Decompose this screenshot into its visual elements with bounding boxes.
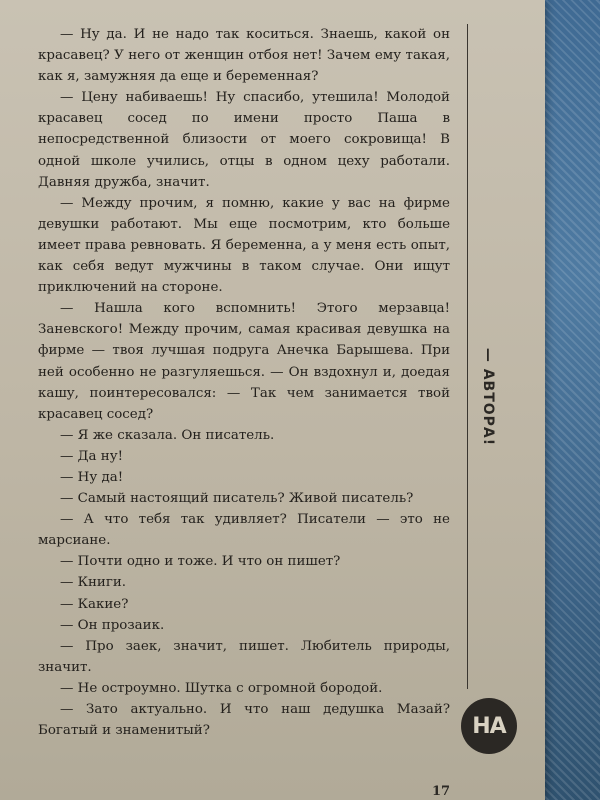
paragraph: — Зато актуально. И что наш дедушка Мазай? Богатый и знаменитый? [38,702,450,739]
margin-rule [467,24,468,689]
paragraph: — Книги. [60,575,127,591]
publisher-logo [461,698,517,754]
paragraph: — А что тебя так удивляет? Писатели — это не марсиане. [38,512,450,549]
paragraph: — Он прозаик. [60,617,165,633]
paragraph: — Да ну! [60,448,123,464]
publisher-logo-text: НА [472,713,506,739]
paragraph: — Не остроумно. Шутка с огромной бородой. [60,680,383,696]
paragraph: — Нашла кого вспомнить! Этого мерзавца! Заневского! Между прочим, самая красивая девушка на фирме — твоя лучшая подруга Анечка Барышева. При ней особенно не разгуляешься. — Он вздохнул и, доедая кашу, поинтересовался: — Так чем занимается твой красавец сосед? [38,301,450,422]
paragraph: — Ну да. И не надо так коситься. Знаешь, какой он красавец? У него от женщин отбоя нет! Зачем ему такая, как я, замужняя да еще и беременная? [38,27,450,85]
paragraph: — Самый настоящий писатель? Живой писатель? [60,491,414,507]
page-text [38,24,450,741]
paragraph: — Я же сказала. Он писатель. [60,427,275,443]
paragraph: — Про заек, значит, пишет. Любитель природы, значит. [38,638,450,675]
paragraph: — Цену набиваешь! Ну спасибо, утешила! Молодой красавец сосед по имени просто Паша в непосредственной близости от моего сокровища! В одной школе учились, отцы в одном цеху работали. Давняя дружба, значит. [38,90,450,190]
page-number: 17 [432,784,451,799]
paragraph: — Почти одно и тоже. И что он пишет? [60,554,341,570]
paragraph: — Между прочим, я помню, какие у вас на фирме девушки работают. Мы еще посмотрим, кто больше имеет права ревновать. Я беременна, а у меня есть опыт, как себя ведут мужчины в таком случае. Они ищут приключений на стороне. [38,195,450,296]
paragraph: — Ну да! [60,469,124,485]
paragraph: — Какие? [60,596,129,612]
running-title: — АВТОРА! [480,347,496,447]
